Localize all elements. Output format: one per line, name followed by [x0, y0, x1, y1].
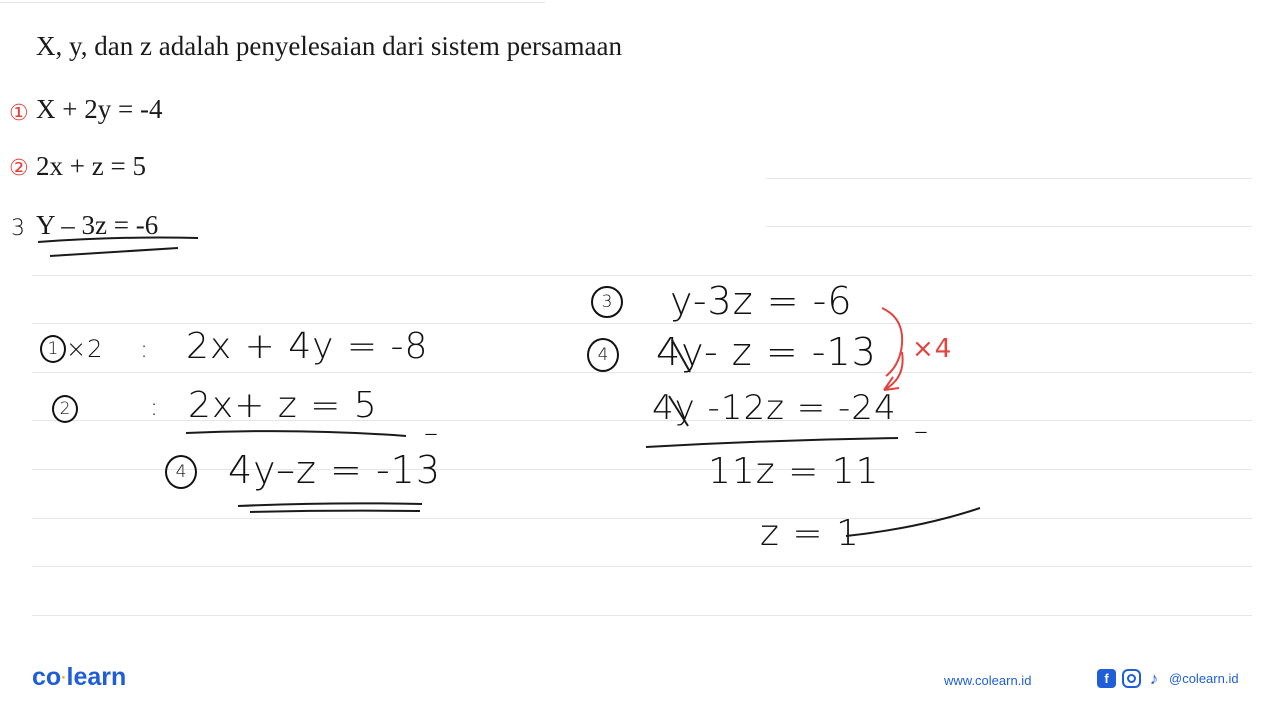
- ruled-line: [32, 372, 1252, 373]
- left-sum-line: [186, 431, 406, 436]
- label-circle-4b: 4: [587, 338, 619, 372]
- social-links: [1097, 669, 1239, 688]
- right-row1-expr: y-3z = -6: [670, 279, 853, 323]
- underline-eq3-b: [50, 248, 178, 256]
- right-minus-sign: –: [914, 414, 929, 447]
- label-circle-2: 2: [52, 395, 78, 423]
- website-link[interactable]: www.colearn.id: [944, 673, 1032, 688]
- ruled-line: [32, 615, 1252, 616]
- ruled-line: [32, 323, 1252, 324]
- right-row5-expr: z = 1: [760, 513, 860, 554]
- label-circle-1: 1: [40, 335, 66, 363]
- label-circle-4: 4: [165, 455, 197, 489]
- instagram-icon[interactable]: [1122, 669, 1141, 688]
- right-row4-expr: 11z = 11: [708, 451, 880, 492]
- right-row2-expr: 4y- z = -13: [656, 330, 877, 374]
- problem-intro: X, y, dan z adalah penyelesaian dari sistem persamaan: [36, 31, 623, 61]
- ruled-line: [32, 518, 1252, 519]
- ruled-line: [32, 566, 1252, 567]
- equation-1: X + 2y = -4: [36, 94, 163, 124]
- underline-result-a: [238, 503, 422, 506]
- left-row1-suffix: ×2: [66, 335, 104, 363]
- equation-1-mark: ①: [9, 101, 29, 126]
- left-result-expr: 4y–z = -13: [228, 448, 442, 492]
- right-row3-expr: 4y -12z = -24: [652, 388, 897, 428]
- underline-result-b: [250, 511, 420, 512]
- red-bracket: [882, 308, 902, 376]
- answer-arrow-line: [846, 508, 980, 536]
- label-circle-3: 3: [591, 286, 623, 318]
- left-row1-colon: :: [140, 335, 150, 363]
- facebook-icon[interactable]: f: [1097, 669, 1116, 688]
- equation-3-mark: 3: [11, 216, 26, 241]
- equation-2-mark: ②: [9, 156, 29, 181]
- ruled-line: [0, 2, 545, 3]
- social-handle[interactable]: @colearn.id: [1169, 671, 1239, 686]
- left-minus-sign: –: [424, 416, 439, 449]
- left-row2-expr: 2x+ z = 5: [188, 385, 378, 426]
- left-row2-colon: :: [150, 393, 160, 421]
- ruled-line: [32, 469, 1252, 470]
- tiktok-icon[interactable]: ♪: [1149, 668, 1159, 688]
- equation-2: 2x + z = 5: [36, 151, 146, 181]
- equation-3: Y – 3z = -6: [36, 210, 159, 240]
- multiplier-note: ×4: [912, 334, 953, 364]
- red-arrow: [884, 352, 903, 390]
- right-sum-line: [646, 438, 898, 447]
- ruled-line: [32, 275, 1252, 276]
- ruled-line: [766, 226, 1252, 227]
- colearn-logo[interactable]: co·learn: [32, 663, 127, 691]
- left-row1-expr: 2x + 4y = -8: [186, 326, 429, 367]
- ruled-line: [766, 178, 1252, 179]
